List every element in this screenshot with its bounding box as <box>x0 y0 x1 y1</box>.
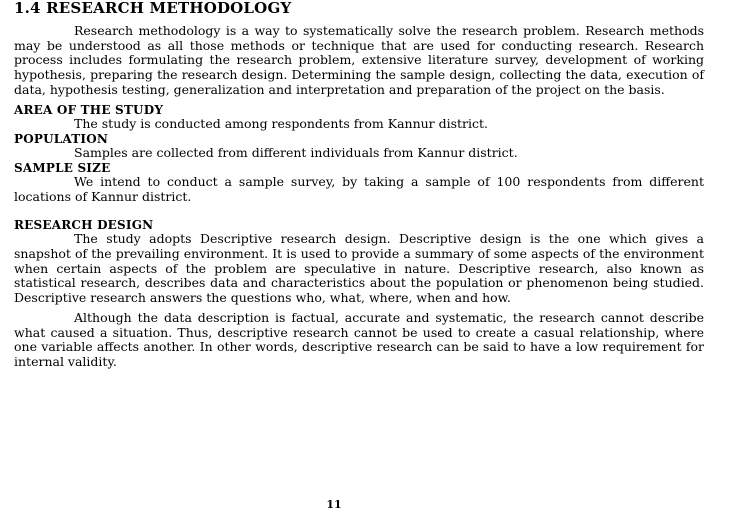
section-paragraph: Samples are collected from different individuals from Kannur district. <box>74 145 518 161</box>
document-page <box>14 0 704 370</box>
section-paragraph: The study adopts Descriptive research design. Descriptive design is the one which gives a snapshot of the prevailing environment. It is used to provide a summary of some aspects of the environment when certain aspects of the problem are speculative in nature. Descriptive research, also known as statistical research, describes data and characteristics about the population or phenomenon being studied. Descriptive research answers the questions who, what, where, when and how. <box>14 231 704 306</box>
section-heading: RESEARCH DESIGN <box>14 217 154 232</box>
chapter-title: 1.4 RESEARCH METHODOLOGY <box>14 0 292 17</box>
intro-paragraph: Research methodology is a way to systematically solve the research problem. Research methods may be understood as all those methods or technique that are used for conducting research. Research process includes formulating the research problem, extensive literature survey, development of working hypothesis, preparing the research design. Determining the sample design, collecting the data, execution of data, hypothesis testing, generalization and interpretation and preparation of the project on the basis. <box>14 23 704 97</box>
section-sample-size <box>14 161 704 205</box>
section-research-design <box>14 218 704 370</box>
section-heading: SAMPLE SIZE <box>14 160 111 175</box>
page-number: 11 <box>326 498 342 511</box>
section-area-of-study <box>14 103 704 132</box>
section-paragraph: Although the data description is factual, accurate and systematic, the research cannot describe what caused a situation. Thus, descriptive research cannot be used to create a casual relationship, where one variable affects another. In other words, descriptive research can be said to have a low requirement for internal validity. <box>14 309 704 369</box>
section-heading: POPULATION <box>14 131 109 146</box>
section-heading: AREA OF THE STUDY <box>14 102 164 117</box>
section-paragraph: The study is conducted among respondents from Kannur district. <box>74 116 489 132</box>
section-population <box>14 132 704 161</box>
section-paragraph: We intend to conduct a sample survey, by taking a sample of 100 respondents from different locations of Kannur district. <box>14 174 704 205</box>
